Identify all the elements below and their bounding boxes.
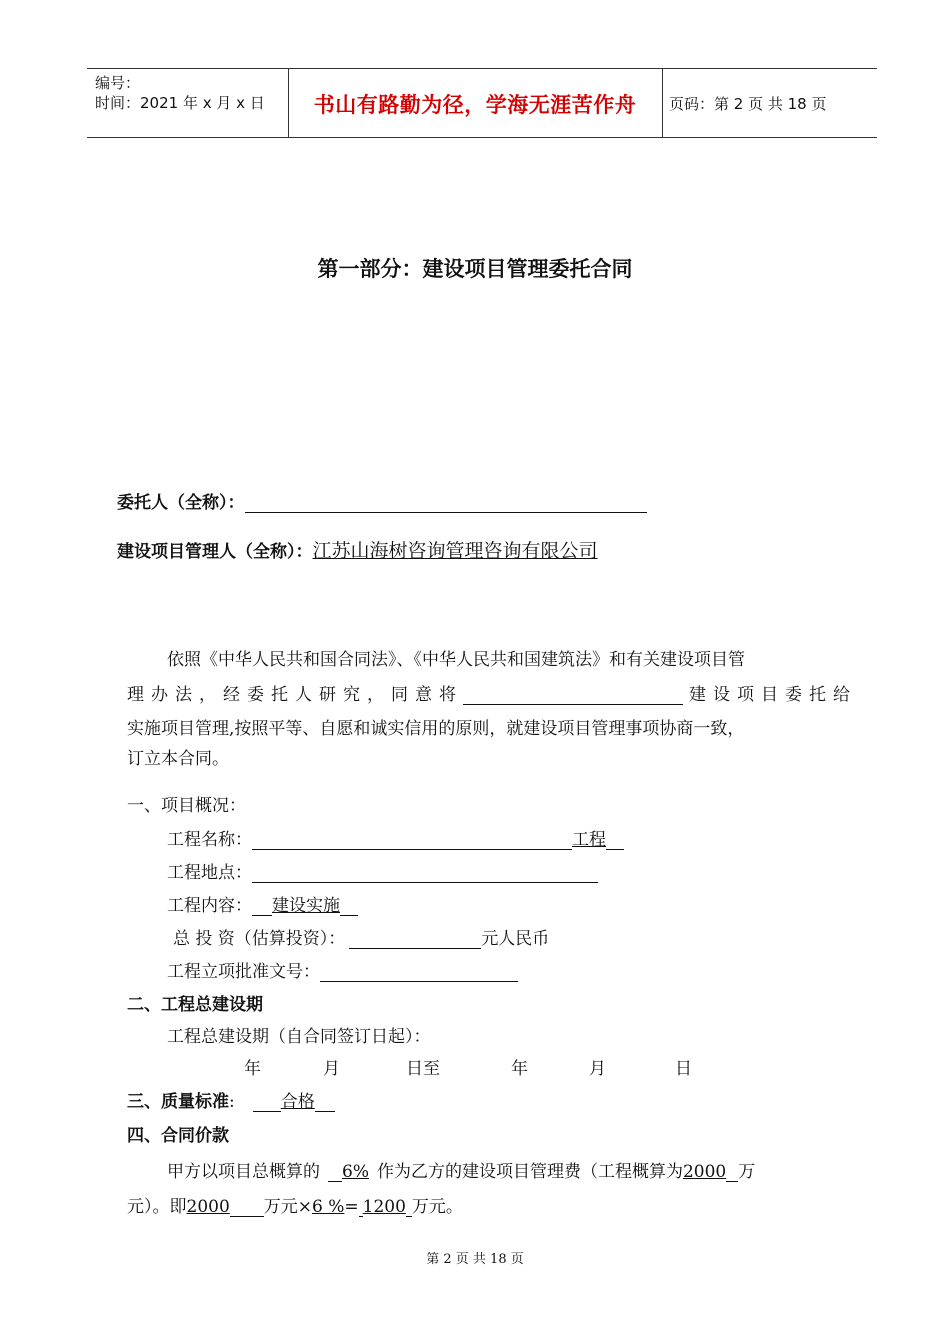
intro-line-4: 订立本合同。 xyxy=(127,749,229,769)
project-name-row xyxy=(167,825,624,850)
content-pad xyxy=(340,897,358,916)
approval-blank[interactable] xyxy=(320,963,518,982)
principal-label: 委托人（全称）： xyxy=(117,493,245,513)
section3-heading: 三、质量标准 xyxy=(127,1092,229,1112)
fee-line-2 xyxy=(127,1192,463,1217)
intro-line-2-end: 建设项目委托给 xyxy=(689,685,857,705)
budget-value: 2000 xyxy=(682,1162,727,1182)
fee-text: 甲方以项目总概算的 xyxy=(167,1162,320,1182)
fee-value: 1200 xyxy=(362,1197,406,1217)
intro-line-3: 实施项目管理,按照平等、自愿和诚实信用的原则，就建设项目管理事项协商一致， xyxy=(127,719,745,739)
date-word-month: 月 xyxy=(323,1059,340,1079)
manager-label: 建设项目管理人（全称）： xyxy=(117,542,313,562)
fee-rate: 6% xyxy=(342,1162,369,1182)
intro-line-2-start: 理办法，经委托人研究，同意将 xyxy=(127,685,463,705)
principal-row xyxy=(117,488,647,513)
serial-label: 编号： xyxy=(95,74,141,92)
date-word-month: 月 xyxy=(589,1059,606,1079)
header-page-label: 页码：第 2 页 共 18 页 xyxy=(669,95,827,113)
fee-text: 万元。 xyxy=(411,1197,463,1217)
project-name-label: 工程名称： xyxy=(167,830,252,850)
date-word-day: 日 xyxy=(675,1059,692,1079)
project-location-row xyxy=(167,858,598,883)
section2-heading: 二、工程总建设期 xyxy=(127,995,263,1015)
fee-text: 元）。即 xyxy=(127,1197,187,1217)
principal-blank[interactable] xyxy=(245,494,647,513)
content-pad xyxy=(252,897,272,916)
quality-pad xyxy=(253,1093,281,1112)
quality-colon: : xyxy=(229,1092,235,1112)
intro-line-1: 依照《中华人民共和国合同法》、《中华人民共和国建筑法》和有关建设项目管 xyxy=(167,650,745,670)
investment-blank[interactable] xyxy=(349,930,481,949)
fee-text: 万元× xyxy=(263,1197,313,1217)
project-name-tail xyxy=(606,831,624,850)
quality-pad xyxy=(315,1093,335,1112)
quality-value: 合格 xyxy=(280,1092,315,1112)
fee-text: = xyxy=(344,1197,359,1217)
document-title: 第一部分：建设项目管理委托合同 xyxy=(317,257,633,281)
fee-rate: 6 % xyxy=(312,1197,345,1217)
fee-text: 万 xyxy=(738,1162,756,1182)
time-label: 时间：2021 年 x 月 x 日 xyxy=(95,94,265,112)
investment-row xyxy=(173,924,549,949)
project-name-blank[interactable] xyxy=(252,831,572,850)
project-content-label: 工程内容： xyxy=(167,896,252,916)
project-location-label: 工程地点： xyxy=(167,863,252,883)
date-word-year: 年 xyxy=(511,1059,528,1079)
fee-line-1 xyxy=(167,1157,755,1182)
budget-value: 2000 xyxy=(186,1197,230,1217)
fee-pad xyxy=(328,1163,342,1182)
fee-text: 作为乙方的建设项目管理费（工程概算为 xyxy=(376,1162,683,1182)
project-content-value: 建设实施 xyxy=(272,896,340,916)
approval-label: 工程立项批准文号： xyxy=(167,962,320,982)
manager-company: 江苏山海树咨询管理咨询有限公司 xyxy=(312,540,598,562)
fee-pad xyxy=(230,1198,264,1217)
project-content-row xyxy=(167,891,358,916)
quality-row xyxy=(127,1087,335,1112)
section1-heading: 一、项目概况： xyxy=(127,796,246,816)
project-name-suffix: 工程 xyxy=(572,830,606,850)
project-blank[interactable] xyxy=(463,686,683,705)
investment-label: 总 投 资（估算投资）： xyxy=(173,929,346,949)
manager-row xyxy=(117,536,598,563)
fee-pad xyxy=(726,1163,738,1182)
page-footer: 第 2 页 共 18 页 xyxy=(426,1252,524,1267)
page-header xyxy=(87,68,877,138)
approval-row xyxy=(167,957,518,982)
investment-suffix: 元人民币 xyxy=(481,929,550,949)
date-word-year: 年 xyxy=(244,1059,261,1079)
section4-heading: 四、合同价款 xyxy=(127,1126,229,1146)
project-location-blank[interactable] xyxy=(252,864,598,883)
header-motto: 书山有路勤为径，学海无涯苦作舟 xyxy=(313,93,637,117)
header-meta xyxy=(95,73,265,113)
date-word-day-to: 日至 xyxy=(406,1059,440,1079)
intro-line-2 xyxy=(127,680,857,705)
period-label: 工程总建设期（自合同签订日起）： xyxy=(167,1027,431,1047)
header-divider xyxy=(662,69,663,137)
